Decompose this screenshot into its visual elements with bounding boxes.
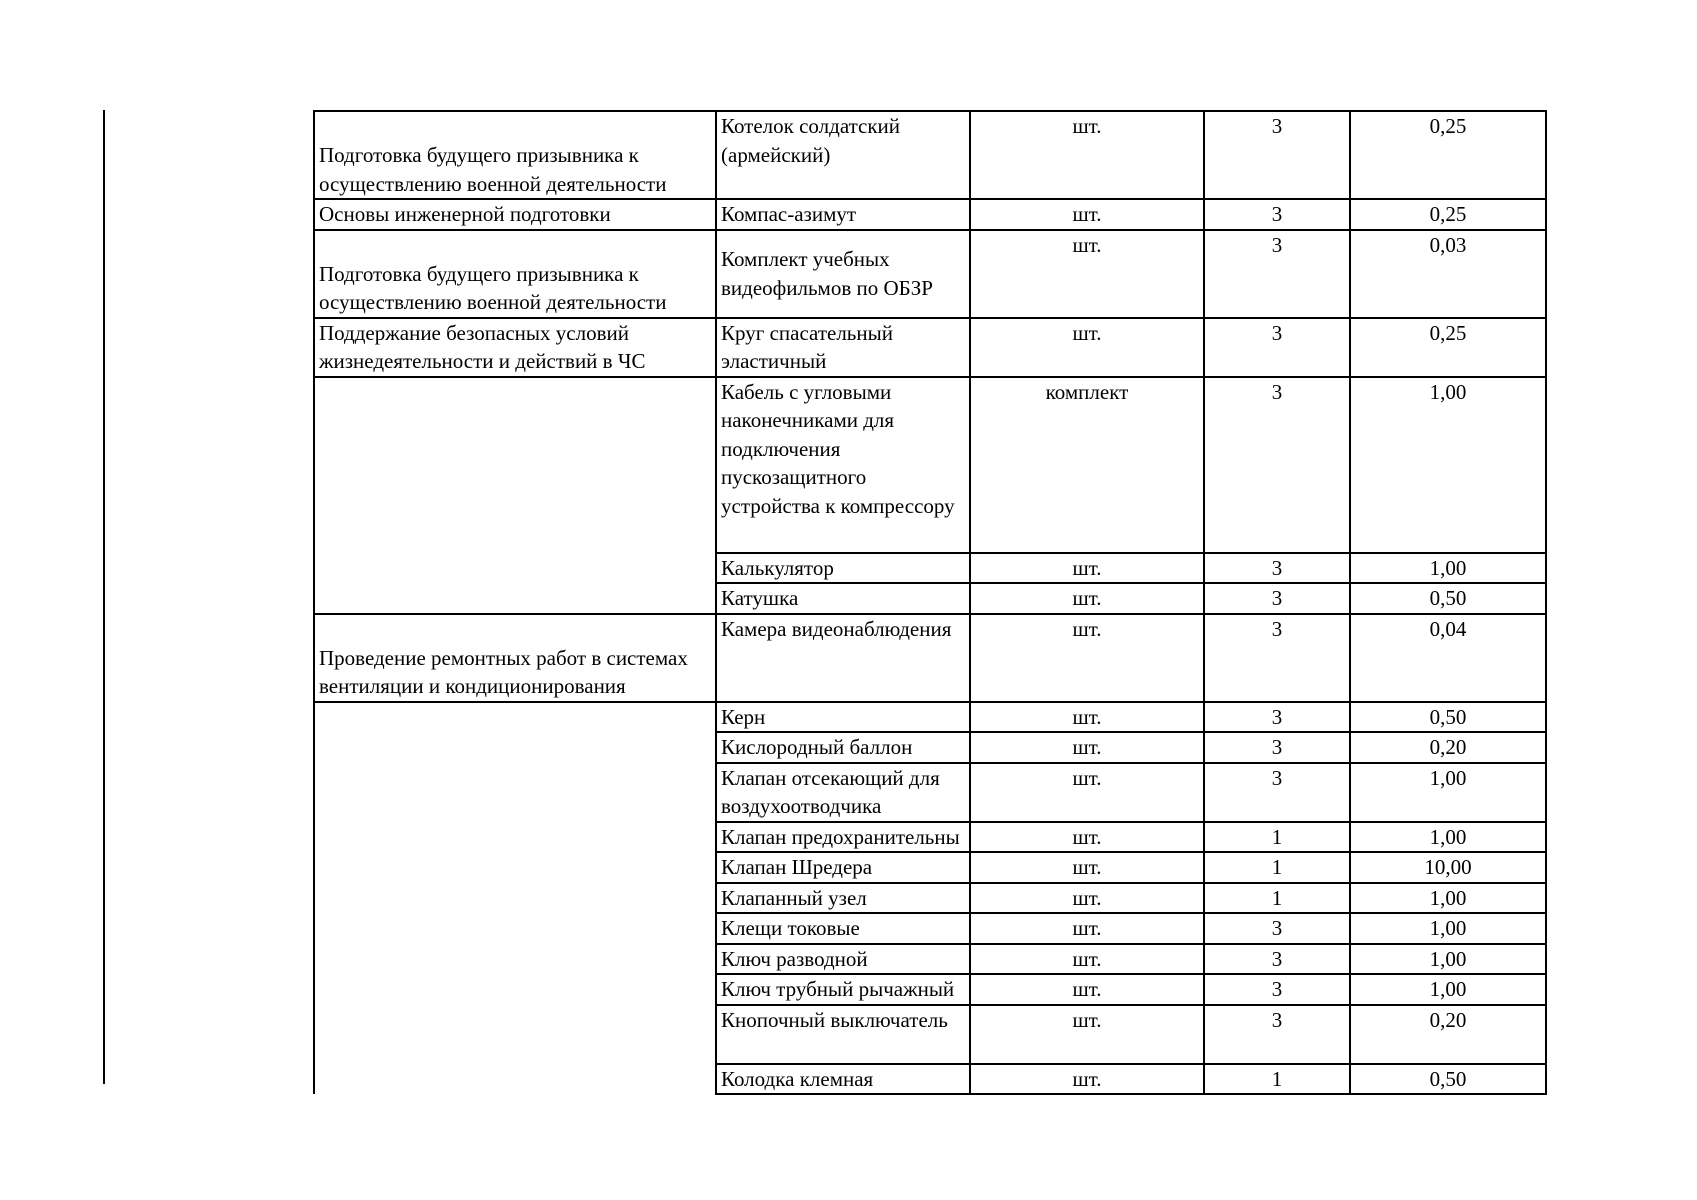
qty-cell: 1 — [1204, 822, 1350, 853]
table-row — [314, 377, 1546, 553]
section-cell: Основы инженерной подготовки — [314, 199, 716, 230]
unit-cell: шт. — [970, 553, 1204, 584]
section-cell: Проведение ремонтных работ в системах вентиляции и кондиционирования — [314, 614, 716, 702]
norm-cell: 0,25 — [1350, 318, 1546, 377]
qty-cell: 3 — [1204, 944, 1350, 975]
unit-cell: шт. — [970, 230, 1204, 318]
norm-cell: 0,25 — [1350, 199, 1546, 230]
unit-cell: комплект — [970, 377, 1204, 553]
qty-cell: 3 — [1204, 732, 1350, 763]
unit-cell: шт. — [970, 852, 1204, 883]
item-cell: Керн — [716, 702, 970, 733]
qty-cell: 3 — [1204, 763, 1350, 822]
item-cell: Котелок солдатский (армейский) — [716, 111, 970, 199]
table-row — [314, 199, 1546, 230]
unit-cell: шт. — [970, 822, 1204, 853]
item-cell: Кабель с угловыми наконечниками для подключения пускозащитного устройства к компрессору — [716, 377, 970, 553]
item-cell: Калькулятор — [716, 553, 970, 584]
unit-cell: шт. — [970, 583, 1204, 614]
norm-cell: 1,00 — [1350, 974, 1546, 1005]
norm-cell: 1,00 — [1350, 553, 1546, 584]
qty-cell: 3 — [1204, 1005, 1350, 1064]
qty-cell: 3 — [1204, 199, 1350, 230]
qty-cell: 3 — [1204, 913, 1350, 944]
section-cell — [314, 377, 716, 614]
table-row — [314, 614, 1546, 702]
norm-cell: 0,50 — [1350, 1064, 1546, 1095]
item-cell: Компас-азимут — [716, 199, 970, 230]
item-cell: Клапан Шредера — [716, 852, 970, 883]
qty-cell: 1 — [1204, 1064, 1350, 1095]
unit-cell: шт. — [970, 913, 1204, 944]
norm-cell: 1,00 — [1350, 763, 1546, 822]
unit-cell: шт. — [970, 1005, 1204, 1064]
item-cell: Ключ трубный рычажный — [716, 974, 970, 1005]
section-cell: Подготовка будущего призывника к осуществлению военной деятельности — [314, 230, 716, 318]
norm-cell: 0,03 — [1350, 230, 1546, 318]
unit-cell: шт. — [970, 111, 1204, 199]
item-cell: Ключ разводной — [716, 944, 970, 975]
item-cell: Камера видеонаблюдения — [716, 614, 970, 702]
qty-cell: 3 — [1204, 614, 1350, 702]
item-cell: Колодка клемная — [716, 1064, 970, 1095]
table-row — [314, 318, 1546, 377]
section-cell: Подготовка будущего призывника к осуществлению военной деятельности — [314, 111, 716, 199]
equipment-table-wrapper — [313, 110, 1547, 1095]
norm-cell: 0,25 — [1350, 111, 1546, 199]
unit-cell: шт. — [970, 702, 1204, 733]
norm-cell: 1,00 — [1350, 944, 1546, 975]
unit-cell: шт. — [970, 732, 1204, 763]
item-cell: Катушка — [716, 583, 970, 614]
qty-cell: 3 — [1204, 553, 1350, 584]
norm-cell: 1,00 — [1350, 822, 1546, 853]
left-margin-rule — [103, 110, 105, 1084]
qty-cell: 3 — [1204, 974, 1350, 1005]
norm-cell: 0,04 — [1350, 614, 1546, 702]
qty-cell: 3 — [1204, 111, 1350, 199]
item-cell: Клапанный узел — [716, 883, 970, 914]
item-cell: Клапан отсекающий для воздухоотводчика — [716, 763, 970, 822]
qty-cell: 3 — [1204, 583, 1350, 614]
qty-cell: 1 — [1204, 852, 1350, 883]
qty-cell: 3 — [1204, 702, 1350, 733]
qty-cell: 3 — [1204, 230, 1350, 318]
unit-cell: шт. — [970, 883, 1204, 914]
item-cell: Клапан предохранительны — [716, 822, 970, 853]
norm-cell: 0,50 — [1350, 583, 1546, 614]
norm-cell: 0,20 — [1350, 1005, 1546, 1064]
item-cell: Кислородный баллон — [716, 732, 970, 763]
norm-cell: 0,20 — [1350, 732, 1546, 763]
unit-cell: шт. — [970, 1064, 1204, 1095]
item-cell: Кнопочный выключатель — [716, 1005, 970, 1064]
table-row — [314, 230, 1546, 318]
qty-cell: 3 — [1204, 318, 1350, 377]
item-cell: Круг спасательный эластичный — [716, 318, 970, 377]
unit-cell: шт. — [970, 944, 1204, 975]
unit-cell: шт. — [970, 318, 1204, 377]
qty-cell: 1 — [1204, 883, 1350, 914]
norm-cell: 0,50 — [1350, 702, 1546, 733]
table-row — [314, 702, 1546, 733]
section-cell: Поддержание безопасных условий жизнедеятельности и действий в ЧС — [314, 318, 716, 377]
unit-cell: шт. — [970, 974, 1204, 1005]
item-cell: Клещи токовые — [716, 913, 970, 944]
unit-cell: шт. — [970, 763, 1204, 822]
norm-cell: 1,00 — [1350, 883, 1546, 914]
section-cell — [314, 702, 716, 1095]
unit-cell: шт. — [970, 614, 1204, 702]
norm-cell: 1,00 — [1350, 913, 1546, 944]
equipment-table — [313, 110, 1547, 1095]
norm-cell: 1,00 — [1350, 377, 1546, 553]
norm-cell: 10,00 — [1350, 852, 1546, 883]
unit-cell: шт. — [970, 199, 1204, 230]
qty-cell: 3 — [1204, 377, 1350, 553]
item-cell: Комплект учебных видеофильмов по ОБЗР — [716, 230, 970, 318]
table-row — [314, 111, 1546, 199]
